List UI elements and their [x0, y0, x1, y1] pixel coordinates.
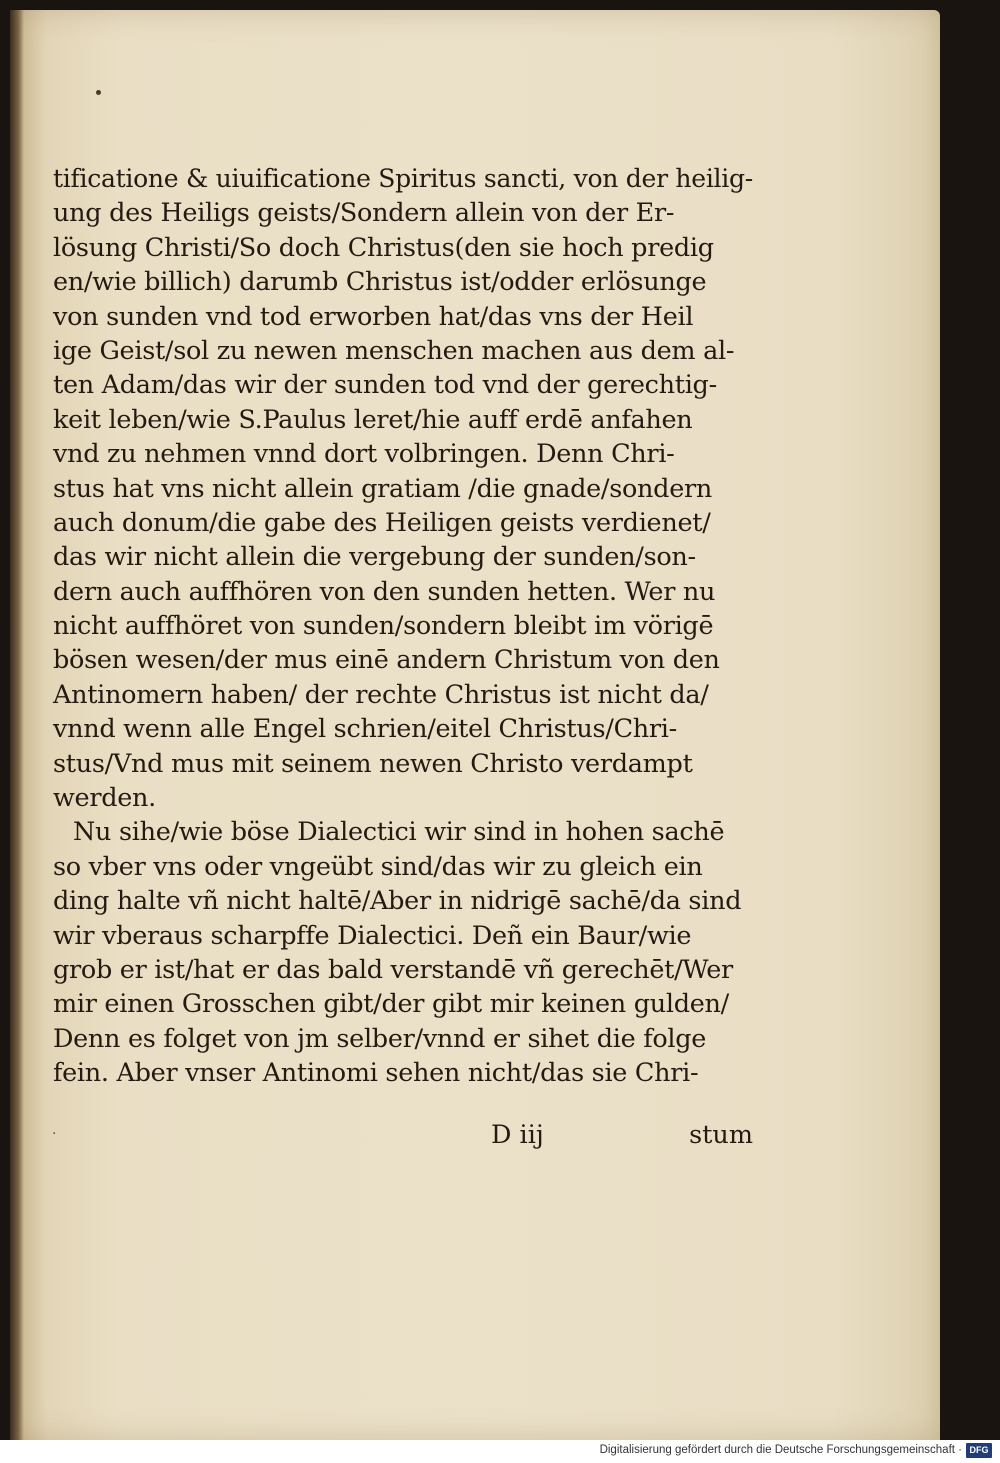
text-line: stus hat vns nicht allein gratiam /die gnade/sondern	[53, 473, 712, 504]
text-line: lösung Christi/So doch Christus(den sie hoch predig	[53, 232, 714, 263]
ink-speck	[96, 90, 101, 95]
text-line: vnd zu nehmen vnnd dort volbringen. Denn Chri-	[53, 439, 675, 470]
text-line: keit leben/wie S.Paulus leret/hie auff erdē anfahen	[53, 404, 693, 435]
text-line: grob er ist/hat er das bald verstandē vñ gerechēt/Wer	[53, 954, 733, 985]
text-line: fein. Aber vnser Antinomi sehen nicht/das sie Chri-	[53, 1058, 699, 1089]
text-line: wir vberaus scharpffe Dialectici. Deñ ein Baur/wie	[53, 920, 692, 951]
text-line: Antinomern haben/ der rechte Christus ist nicht da/	[53, 679, 709, 710]
text-line: mir einen Grosschen gibt/der gibt mir keinen gulden/	[53, 989, 729, 1020]
text-line: das wir nicht allein die vergebung der sunden/son-	[53, 542, 696, 573]
text-line: nicht auffhöret von sunden/sondern bleibt im vörigē	[53, 611, 714, 642]
text-line: ige Geist/sol zu newen menschen machen aus dem al-	[53, 335, 735, 366]
text-line: auch donum/die gabe des Heiligen geists verdienet/	[53, 507, 711, 538]
text-line: ung des Heiligs geists/Sondern allein von der Er-	[53, 198, 675, 229]
text-line: werden.	[53, 783, 156, 814]
text-line: en/wie billich) darumb Christus ist/odder erlösunge	[53, 267, 707, 298]
text-line: dern auch auffhören von den sunden hetten. Wer nu	[53, 576, 716, 607]
text-line: ding halte vñ nicht haltē/Aber in nidrigē sachē/da sind	[53, 886, 742, 917]
text-line: tificatione & uiuificatione Spiritus sancti, von der heilig-	[53, 164, 753, 194]
text-line: vnnd wenn alle Engel schrien/eitel Christus/Chri-	[53, 714, 677, 745]
text-line: ten Adam/das wir der sunden tod vnd der gerechtig-	[53, 370, 717, 401]
page-body-text	[53, 162, 753, 1091]
dfg-logo: DFG	[966, 1443, 992, 1458]
text-line: Denn es folget von jm selber/vnnd er sihet die folge	[53, 1023, 707, 1054]
signature-mark: D iij	[491, 1120, 544, 1150]
text-line: von sunden vnd tod erworben hat/das vns der Heil	[53, 301, 694, 332]
text-line: bösen wesen/der mus einē andern Christum von den	[53, 645, 720, 676]
catchword: stum	[689, 1120, 753, 1150]
page-footer-line	[53, 1120, 753, 1154]
text-line: so vber vns oder vngeübt sind/das wir zu gleich ein	[53, 851, 703, 882]
digitization-footer	[0, 1440, 1000, 1463]
text-line: Nu sihe/wie böse Dialectici wir sind in hohen sachē	[73, 817, 725, 848]
page-gutter-shadow	[10, 10, 24, 1440]
margin-mark: ·	[52, 1126, 57, 1142]
book-page	[10, 10, 940, 1440]
funding-credit: Digitalisierung gefördert durch die Deutsche Forschungsgemeinschaft ·	[599, 1444, 962, 1456]
text-line: stus/Vnd mus mit seinem newen Christo verdampt	[53, 748, 693, 779]
